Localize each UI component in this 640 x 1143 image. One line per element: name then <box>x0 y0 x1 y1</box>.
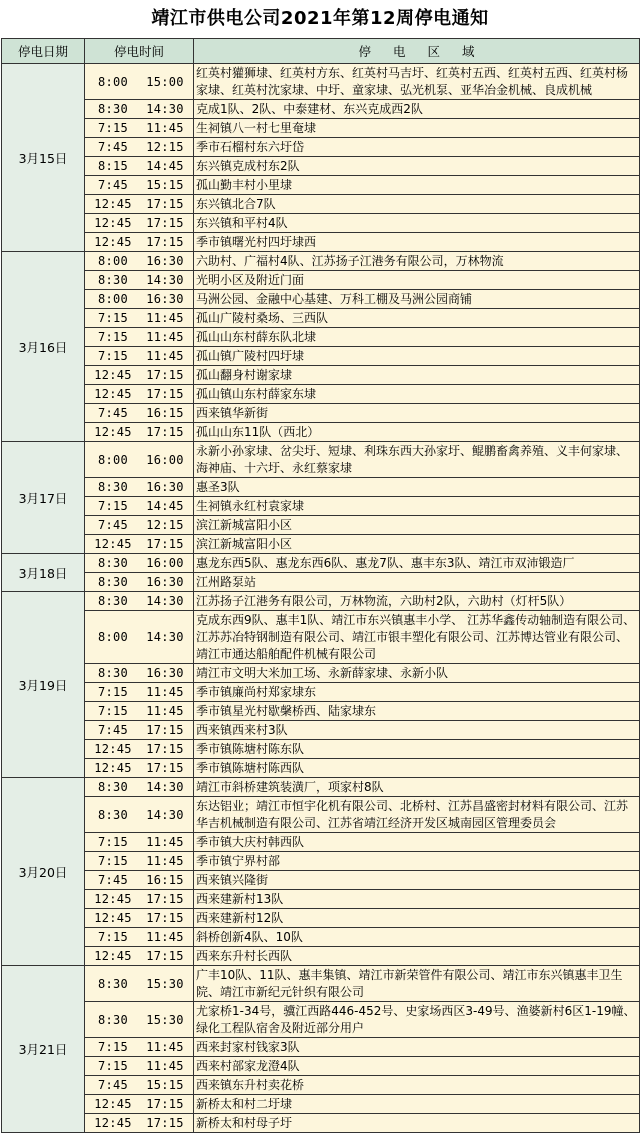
end-time: 17:15 <box>146 216 184 230</box>
start-time: 8:30 <box>97 556 129 570</box>
table-row <box>2 1002 640 1038</box>
outage-area: 克成1队、2队、中泰建材、东兴克成西2队 <box>194 100 640 119</box>
table-row <box>2 928 640 947</box>
outage-time <box>85 366 194 385</box>
end-time: 11:45 <box>146 854 184 868</box>
outage-area: 孤山勤丰村小里埭 <box>194 176 640 195</box>
outage-date: 3月15日 <box>2 64 85 252</box>
outage-time <box>85 1114 194 1133</box>
table-row <box>2 1076 640 1095</box>
outage-area: 滨江新城富阳小区 <box>194 535 640 554</box>
outage-area: 东兴镇克成村东2队 <box>194 157 640 176</box>
outage-area: 孤山广陵村桑场、三西队 <box>194 309 640 328</box>
outage-time <box>85 1076 194 1095</box>
start-time: 7:15 <box>97 1040 129 1054</box>
start-time: 8:00 <box>97 74 129 89</box>
start-time: 7:45 <box>97 140 129 154</box>
table-row <box>2 119 640 138</box>
outage-time <box>85 702 194 721</box>
outage-area: 西来镇东升村卖花桥 <box>194 1076 640 1095</box>
outage-area: 斜桥创新4队、10队 <box>194 928 640 947</box>
outage-area: 永新小孙家埭、岔尖圩、短埭、利珠东西大孙家圩、鲲鹏畜禽养殖、义丰何家埭、海神庙、十六圩、永红蔡家埭 <box>194 442 640 478</box>
outage-area: 江州路泵站 <box>194 573 640 592</box>
outage-time <box>85 478 194 497</box>
outage-time <box>85 1095 194 1114</box>
outage-area: 六助村、广福村4队、江苏扬子江港务有限公司，万林物流 <box>194 252 640 271</box>
end-time: 17:15 <box>146 761 184 775</box>
end-time: 11:45 <box>146 121 184 135</box>
table-row <box>2 797 640 833</box>
outage-time <box>85 233 194 252</box>
outage-area: 东兴镇北合7队 <box>194 195 640 214</box>
outage-area: 马洲公园、金融中心基建、万科工棚及马洲公园商铺 <box>194 290 640 309</box>
end-time: 16:30 <box>146 292 184 306</box>
table-row <box>2 778 640 797</box>
outage-area: 惠圣3队 <box>194 478 640 497</box>
outage-time <box>85 347 194 366</box>
outage-area: 孤山山东村薛东队北埭 <box>194 328 640 347</box>
start-time: 12:45 <box>94 368 132 382</box>
end-time: 11:45 <box>146 704 184 718</box>
end-time: 11:45 <box>146 930 184 944</box>
outage-time <box>85 592 194 611</box>
table-row <box>2 721 640 740</box>
outage-time <box>85 909 194 928</box>
start-time: 8:00 <box>97 630 129 644</box>
table-row <box>2 554 640 573</box>
start-time: 8:00 <box>97 292 129 306</box>
page-title: 靖江市供电公司2021年第12周停电通知 <box>151 8 489 29</box>
header-date: 停电日期 <box>2 39 85 64</box>
end-time: 15:15 <box>146 178 184 192</box>
end-time: 15:30 <box>146 976 184 991</box>
start-time: 7:15 <box>97 311 129 325</box>
end-time: 16:15 <box>146 406 184 420</box>
table-row <box>2 328 640 347</box>
table-row <box>2 347 640 366</box>
outage-time <box>85 759 194 778</box>
outage-time <box>85 1002 194 1038</box>
outage-area: 季市镇陈塘村陈东队 <box>194 740 640 759</box>
start-time: 7:45 <box>97 178 129 192</box>
table-row <box>2 611 640 664</box>
table-row <box>2 442 640 478</box>
outage-time <box>85 573 194 592</box>
table-row <box>2 890 640 909</box>
start-time: 7:15 <box>97 930 129 944</box>
outage-time <box>85 328 194 347</box>
outage-area: 季市镇星光村歇䅽桥西、陆家埭东 <box>194 702 640 721</box>
outage-date: 3月20日 <box>2 778 85 966</box>
start-time: 12:45 <box>94 537 132 551</box>
outage-time <box>85 928 194 947</box>
start-time: 8:30 <box>97 575 129 589</box>
table-row <box>2 702 640 721</box>
outage-area: 季市镇宁界村部 <box>194 852 640 871</box>
end-time: 14:30 <box>146 630 184 644</box>
end-time: 17:15 <box>146 425 184 439</box>
outage-time <box>85 797 194 833</box>
start-time: 7:45 <box>97 406 129 420</box>
outage-time <box>85 1038 194 1057</box>
outage-area: 季市镇廉尚村郑家埭东 <box>194 683 640 702</box>
outage-area: 季市镇曙光村四圩埭西 <box>194 233 640 252</box>
outage-time <box>85 176 194 195</box>
start-time: 7:15 <box>97 1059 129 1073</box>
outage-area: 西来镇兴隆街 <box>194 871 640 890</box>
outage-time <box>85 833 194 852</box>
start-time: 8:30 <box>97 594 129 608</box>
table-row <box>2 214 640 233</box>
start-time: 12:45 <box>94 742 132 756</box>
end-time: 12:15 <box>146 518 184 532</box>
end-time: 11:45 <box>146 685 184 699</box>
outage-time <box>85 309 194 328</box>
outage-area: 孤山山东11队（西北） <box>194 423 640 442</box>
end-time: 16:30 <box>146 254 184 268</box>
table-row <box>2 385 640 404</box>
outage-area: 东兴镇和平村4队 <box>194 214 640 233</box>
start-time: 12:45 <box>94 949 132 963</box>
outage-area: 西来建新村12队 <box>194 909 640 928</box>
outage-area: 克成东西9队、惠丰1队、靖江市东兴镇惠丰小学、 江苏华鑫传动轴制造有限公司、江苏苏冶特钢制造有限公司、靖江市银丰塑化有限公司、江苏博达管业有限公司、靖江市通达船舶配件机械有限公司 <box>194 611 640 664</box>
outage-area: 孤山翻身村谢家埭 <box>194 366 640 385</box>
start-time: 8:30 <box>97 976 129 991</box>
table-row <box>2 592 640 611</box>
outage-time <box>85 497 194 516</box>
table-row <box>2 271 640 290</box>
table-row <box>2 1057 640 1076</box>
outage-area: 光明小区及附近门面 <box>194 271 640 290</box>
outage-time <box>85 271 194 290</box>
table-row <box>2 290 640 309</box>
start-time: 7:15 <box>97 835 129 849</box>
outage-time <box>85 442 194 478</box>
outage-area: 西来建新村13队 <box>194 890 640 909</box>
outage-time <box>85 100 194 119</box>
table-row <box>2 1114 640 1133</box>
outage-date: 3月18日 <box>2 554 85 592</box>
outage-area: 尤家桥1-34号，骥江西路446-452号、史家场西区3-49号、渔婆新村6区1-19幢、绿化工程队宿舍及附近部分用户 <box>194 1002 640 1038</box>
start-time: 12:45 <box>94 911 132 925</box>
outage-area: 西来封家村钱家3队 <box>194 1038 640 1057</box>
table-row <box>2 683 640 702</box>
start-time: 7:15 <box>97 330 129 344</box>
end-time: 17:15 <box>146 368 184 382</box>
start-time: 7:45 <box>97 873 129 887</box>
end-time: 16:30 <box>146 480 184 494</box>
outage-area: 江苏扬子江港务有限公司，万林物流，六助村2队，六助村（灯杆5队） <box>194 592 640 611</box>
table-row <box>2 195 640 214</box>
start-time: 8:30 <box>97 1012 129 1027</box>
start-time: 8:30 <box>97 807 129 822</box>
start-time: 7:15 <box>97 854 129 868</box>
outage-time <box>85 290 194 309</box>
outage-time <box>85 119 194 138</box>
end-time: 17:15 <box>146 723 184 737</box>
outage-area: 东达铝业；靖江市恒宇化机有限公司、北桥村、江苏昌盛密封材料有限公司、江苏华吉机械制造有限公司、江苏省靖江经济开发区城南园区管理委员会 <box>194 797 640 833</box>
outage-time <box>85 740 194 759</box>
outage-area: 惠龙东西5队、惠龙东西6队、惠龙7队、惠丰东3队、靖江市双沛锻造厂 <box>194 554 640 573</box>
outage-time <box>85 721 194 740</box>
table-row <box>2 100 640 119</box>
table-body <box>2 64 640 1133</box>
end-time: 17:15 <box>146 197 184 211</box>
end-time: 17:15 <box>146 911 184 925</box>
outage-table <box>1 38 640 1133</box>
outage-area: 新桥太和村二圩埭 <box>194 1095 640 1114</box>
table-row <box>2 966 640 1002</box>
end-time: 11:45 <box>146 1040 184 1054</box>
table-row <box>2 404 640 423</box>
table-row <box>2 909 640 928</box>
end-time: 17:15 <box>146 1097 184 1111</box>
outage-area: 广丰10队、11队、惠丰集镇、靖江市新荣管件有限公司、靖江市东兴镇惠丰卫生院、靖江市新纪元针织有限公司 <box>194 966 640 1002</box>
outage-area: 西来镇西来村3队 <box>194 721 640 740</box>
outage-date: 3月21日 <box>2 966 85 1133</box>
start-time: 8:00 <box>97 452 129 467</box>
outage-area: 西来东升村长西队 <box>194 947 640 966</box>
outage-area: 西来村部家龙澄4队 <box>194 1057 640 1076</box>
start-time: 8:30 <box>97 273 129 287</box>
start-time: 12:45 <box>94 197 132 211</box>
start-time: 7:45 <box>97 1078 129 1092</box>
outage-area: 生祠镇八一村七里奄埭 <box>194 119 640 138</box>
end-time: 17:15 <box>146 537 184 551</box>
table-row <box>2 516 640 535</box>
table-row <box>2 871 640 890</box>
header-row <box>2 39 640 64</box>
table-row <box>2 309 640 328</box>
outage-area: 滨江新城富阳小区 <box>194 516 640 535</box>
outage-date: 3月16日 <box>2 252 85 442</box>
start-time: 8:00 <box>97 254 129 268</box>
outage-time <box>85 871 194 890</box>
end-time: 14:45 <box>146 159 184 173</box>
end-time: 17:15 <box>146 235 184 249</box>
end-time: 14:30 <box>146 102 184 116</box>
end-time: 15:00 <box>146 74 184 89</box>
outage-time <box>85 611 194 664</box>
outage-area: 孤山镇山东村薛家东埭 <box>194 385 640 404</box>
outage-time <box>85 947 194 966</box>
outage-area: 季市石榴村东六圩岱 <box>194 138 640 157</box>
header-time: 停电时间 <box>85 39 194 64</box>
table-row <box>2 64 640 100</box>
end-time: 14:30 <box>146 273 184 287</box>
end-time: 11:45 <box>146 349 184 363</box>
start-time: 7:15 <box>97 121 129 135</box>
outage-time <box>85 535 194 554</box>
end-time: 17:15 <box>146 387 184 401</box>
start-time: 12:45 <box>94 425 132 439</box>
table-row <box>2 176 640 195</box>
start-time: 8:30 <box>97 666 129 680</box>
start-time: 8:30 <box>97 102 129 116</box>
outage-time <box>85 214 194 233</box>
table-row <box>2 138 640 157</box>
end-time: 15:15 <box>146 1078 184 1092</box>
table-row <box>2 252 640 271</box>
outage-area: 孤山镇广陵村四圩埭 <box>194 347 640 366</box>
table-row <box>2 852 640 871</box>
table-row <box>2 1095 640 1114</box>
end-time: 11:45 <box>146 330 184 344</box>
outage-date: 3月17日 <box>2 442 85 554</box>
outage-time <box>85 385 194 404</box>
outage-area: 红英村獾狮埭、红英村方东、红英村马吉圩、红英村五西、红英村五西、红英村杨家埭、红英村沈家埭、中圩、童家埭、弘光机泵、亚华冶金机械、良成机械 <box>194 64 640 100</box>
end-time: 14:30 <box>146 807 184 822</box>
end-time: 14:45 <box>146 499 184 513</box>
outage-time <box>85 1057 194 1076</box>
start-time: 7:15 <box>97 685 129 699</box>
end-time: 16:15 <box>146 873 184 887</box>
end-time: 16:30 <box>146 666 184 680</box>
start-time: 12:45 <box>94 235 132 249</box>
table-row <box>2 664 640 683</box>
table-row <box>2 740 640 759</box>
table-row <box>2 478 640 497</box>
table-row <box>2 157 640 176</box>
outage-area: 新桥太和村母子圩 <box>194 1114 640 1133</box>
outage-date: 3月19日 <box>2 592 85 778</box>
table-row <box>2 833 640 852</box>
table-row <box>2 423 640 442</box>
outage-area: 靖江市斜桥建筑装潢厂，项家村8队 <box>194 778 640 797</box>
end-time: 12:15 <box>146 140 184 154</box>
end-time: 14:30 <box>146 780 184 794</box>
outage-area: 季市镇大庆村韩西队 <box>194 833 640 852</box>
outage-time <box>85 195 194 214</box>
start-time: 7:15 <box>97 704 129 718</box>
outage-area: 生祠镇永红村袁家埭 <box>194 497 640 516</box>
end-time: 14:30 <box>146 594 184 608</box>
start-time: 12:45 <box>94 1116 132 1130</box>
outage-time <box>85 423 194 442</box>
end-time: 16:00 <box>146 556 184 570</box>
table-row <box>2 759 640 778</box>
start-time: 8:30 <box>97 480 129 494</box>
outage-time <box>85 252 194 271</box>
start-time: 7:15 <box>97 499 129 513</box>
end-time: 16:00 <box>146 452 184 467</box>
outage-time <box>85 157 194 176</box>
outage-time <box>85 664 194 683</box>
outage-time <box>85 778 194 797</box>
start-time: 12:45 <box>94 761 132 775</box>
end-time: 11:45 <box>146 1059 184 1073</box>
start-time: 12:45 <box>94 1097 132 1111</box>
outage-time <box>85 852 194 871</box>
table-row <box>2 233 640 252</box>
outage-time <box>85 554 194 573</box>
end-time: 17:15 <box>146 742 184 756</box>
start-time: 12:45 <box>94 892 132 906</box>
table-row <box>2 535 640 554</box>
end-time: 11:45 <box>146 835 184 849</box>
table-row <box>2 497 640 516</box>
outage-area: 靖江市文明大米加工场、永新薛家埭、永新小队 <box>194 664 640 683</box>
end-time: 17:15 <box>146 1116 184 1130</box>
start-time: 8:30 <box>97 780 129 794</box>
end-time: 11:45 <box>146 311 184 325</box>
header-area: 停电区域 <box>194 39 640 64</box>
table-row <box>2 947 640 966</box>
end-time: 17:15 <box>146 892 184 906</box>
table-row <box>2 366 640 385</box>
outage-time <box>85 404 194 423</box>
outage-area: 西来镇华新街 <box>194 404 640 423</box>
start-time: 12:45 <box>94 387 132 401</box>
outage-time <box>85 683 194 702</box>
start-time: 7:45 <box>97 518 129 532</box>
outage-time <box>85 890 194 909</box>
end-time: 17:15 <box>146 949 184 963</box>
start-time: 7:15 <box>97 349 129 363</box>
table-row <box>2 1038 640 1057</box>
end-time: 16:30 <box>146 575 184 589</box>
table-row <box>2 573 640 592</box>
outage-time <box>85 138 194 157</box>
end-time: 15:30 <box>146 1012 184 1027</box>
outage-time <box>85 516 194 535</box>
start-time: 7:45 <box>97 723 129 737</box>
start-time: 12:45 <box>94 216 132 230</box>
start-time: 8:15 <box>97 159 129 173</box>
outage-time <box>85 64 194 100</box>
outage-area: 季市镇陈塘村陈西队 <box>194 759 640 778</box>
outage-time <box>85 966 194 1002</box>
